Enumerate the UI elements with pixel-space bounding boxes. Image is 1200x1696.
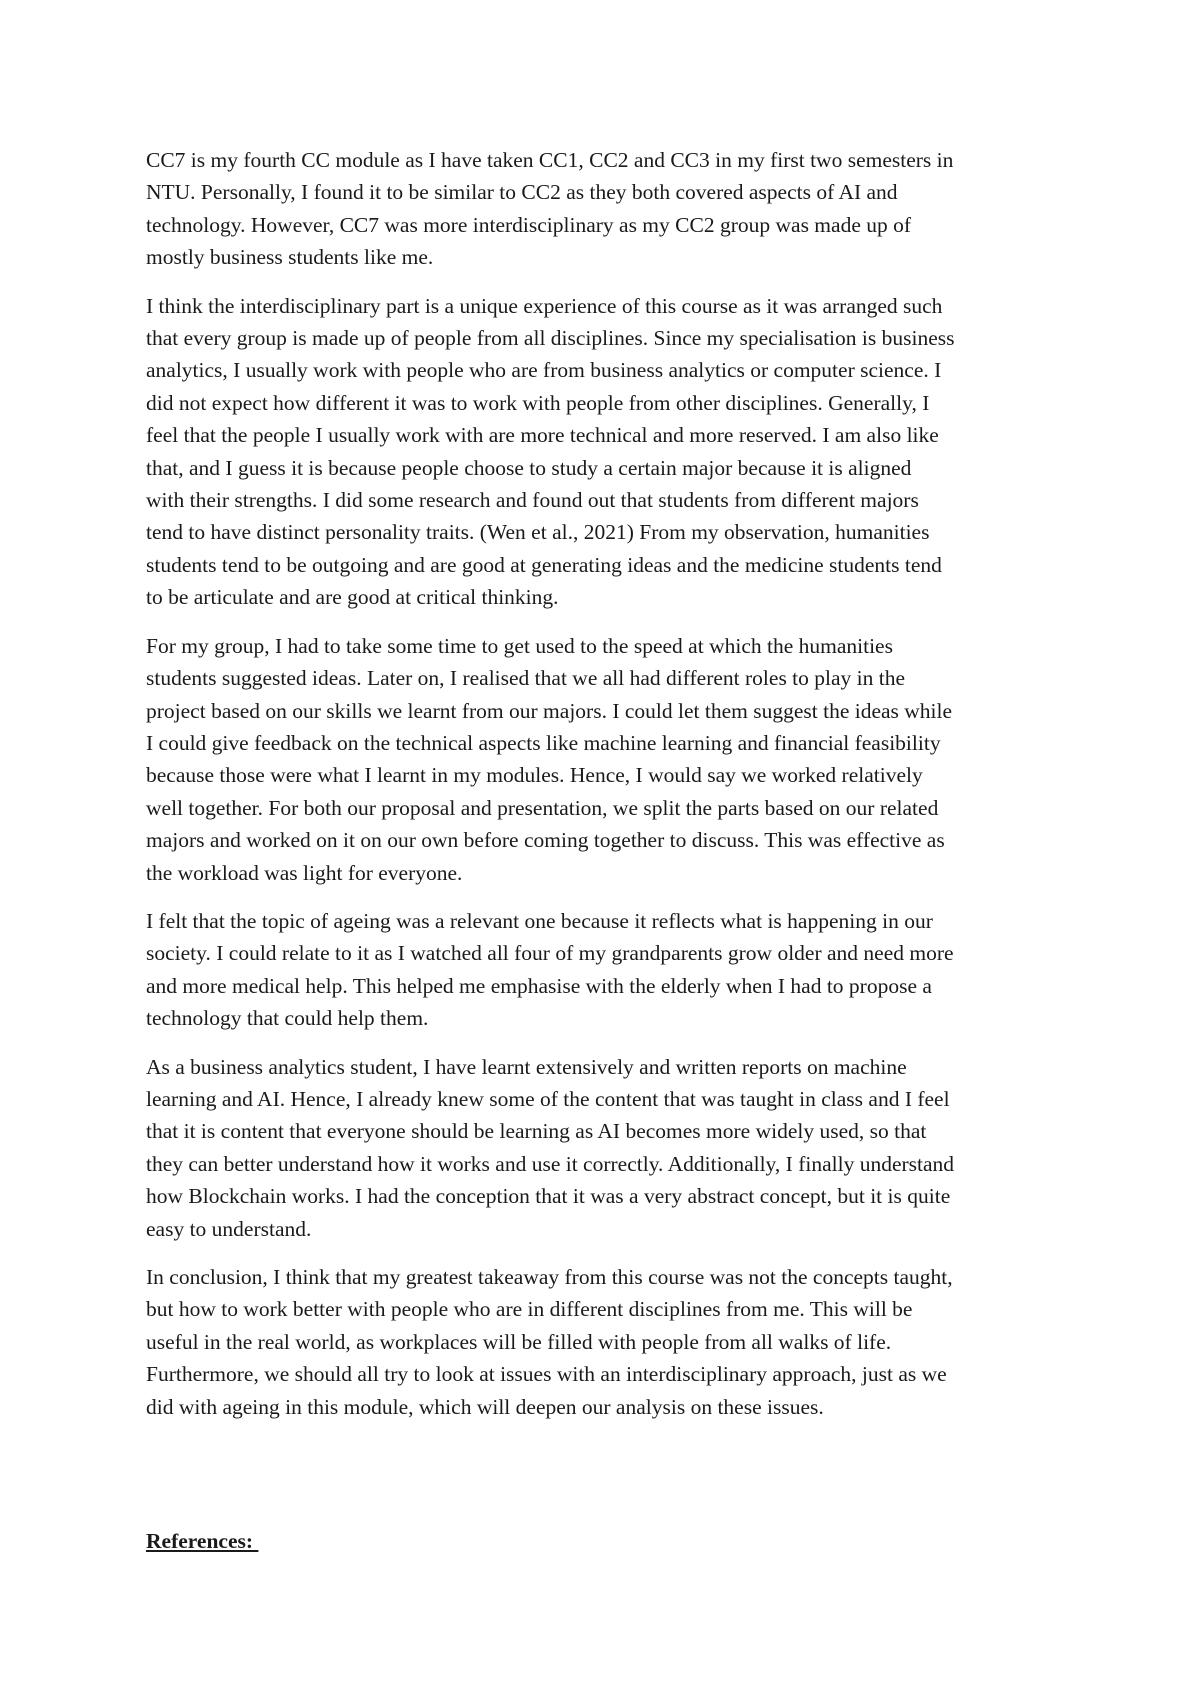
paragraph-line: useful in the real world, as workplaces will be filled with people from all walks of life.	[146, 1329, 892, 1354]
document-body	[146, 144, 1066, 1439]
paragraph-line: that it is content that everyone should be learning as AI becomes more widely used, so that	[146, 1119, 927, 1144]
paragraph-line: project based on our skills we learnt from our majors. I could let them suggest the ideas while	[146, 698, 953, 723]
paragraph-line: the workload was light for everyone.	[146, 860, 463, 885]
paragraph-line: with their strengths. I did some research and found out that students from different majors	[146, 488, 919, 513]
paragraph-line: In conclusion, I think that my greatest takeaway from this course was not the concepts taught,	[146, 1265, 953, 1289]
paragraph-line: For my group, I had to take some time to get used to the speed at which the humanities	[146, 633, 893, 658]
paragraph-line: students suggested ideas. Later on, I realised that we all had different roles to play in the	[146, 666, 906, 691]
paragraph-line: NTU. Personally, I found it to be similar to CC2 as they both covered aspects of AI and	[146, 180, 898, 205]
paragraph-line: I could give feedback on the technical aspects like machine learning and financial feasibility	[146, 730, 941, 755]
paragraph-6	[146, 1261, 1066, 1423]
paragraph-line: but how to work better with people who are in different disciplines from me. This will be	[146, 1297, 913, 1322]
paragraph-line: Furthermore, we should all try to look at issues with an interdisciplinary approach, just as we	[146, 1362, 947, 1387]
paragraph-line: technology that could help them.	[146, 1006, 429, 1031]
paragraph-line: CC7 is my fourth CC module as I have taken CC1, CC2 and CC3 in my first two semesters in	[146, 148, 954, 172]
paragraph-line: did not expect how different it was to work with people from other disciplines. Generally, I	[146, 390, 930, 415]
paragraph-line: tend to have distinct personality traits. (Wen et al., 2021) From my observation, humanities	[146, 520, 930, 545]
paragraph-line: feel that the people I usually work with are more technical and more reserved. I am also like	[146, 423, 939, 448]
references-heading: References:	[146, 1529, 259, 1553]
paragraph-line: did with ageing in this module, which will deepen our analysis on these issues.	[146, 1394, 824, 1419]
paragraph-line: I think the interdisciplinary part is a unique experience of this course as it was arranged such	[146, 293, 943, 318]
paragraph-4	[146, 905, 1066, 1035]
paragraph-line: mostly business students like me.	[146, 245, 434, 270]
paragraph-line: how Blockchain works. I had the conception that it was a very abstract concept, but it is quite	[146, 1184, 951, 1209]
paragraph-line: students tend to be outgoing and are good at generating ideas and the medicine students tend	[146, 552, 942, 577]
paragraph-2	[146, 290, 1066, 614]
paragraph-3	[146, 630, 1066, 889]
paragraph-line: and more medical help. This helped me emphasise with the elderly when I had to propose a	[146, 973, 932, 998]
paragraph-line: society. I could relate to it as I watched all four of my grandparents grow older and need more	[146, 941, 954, 966]
paragraph-5	[146, 1051, 1066, 1245]
paragraph-line: I felt that the topic of ageing was a relevant one because it reflects what is happening in our	[146, 908, 933, 933]
paragraph-line: that, and I guess it is because people choose to study a certain major because it is aligned	[146, 455, 912, 480]
paragraph-line: learning and AI. Hence, I already knew some of the content that was taught in class and I feel	[146, 1086, 950, 1111]
paragraph-1	[146, 144, 1066, 274]
paragraph-line: to be articulate and are good at critical thinking.	[146, 585, 559, 610]
paragraph-line: easy to understand.	[146, 1216, 312, 1241]
paragraph-line: because those were what I learnt in my modules. Hence, I would say we worked relatively	[146, 763, 923, 788]
paragraph-line: majors and worked on it on our own before coming together to discuss. This was effective as	[146, 828, 945, 853]
paragraph-line: that every group is made up of people from all disciplines. Since my specialisation is business	[146, 326, 955, 351]
paragraph-line: technology. However, CC7 was more interdisciplinary as my CC2 group was made up of	[146, 212, 912, 237]
paragraph-line: they can better understand how it works and use it correctly. Additionally, I finally understand	[146, 1151, 955, 1176]
paragraph-line: As a business analytics student, I have learnt extensively and written reports on machine	[146, 1054, 907, 1079]
paragraph-line: well together. For both our proposal and presentation, we split the parts based on our related	[146, 795, 939, 820]
paragraph-line: analytics, I usually work with people who are from business analytics or computer science. I	[146, 358, 942, 383]
